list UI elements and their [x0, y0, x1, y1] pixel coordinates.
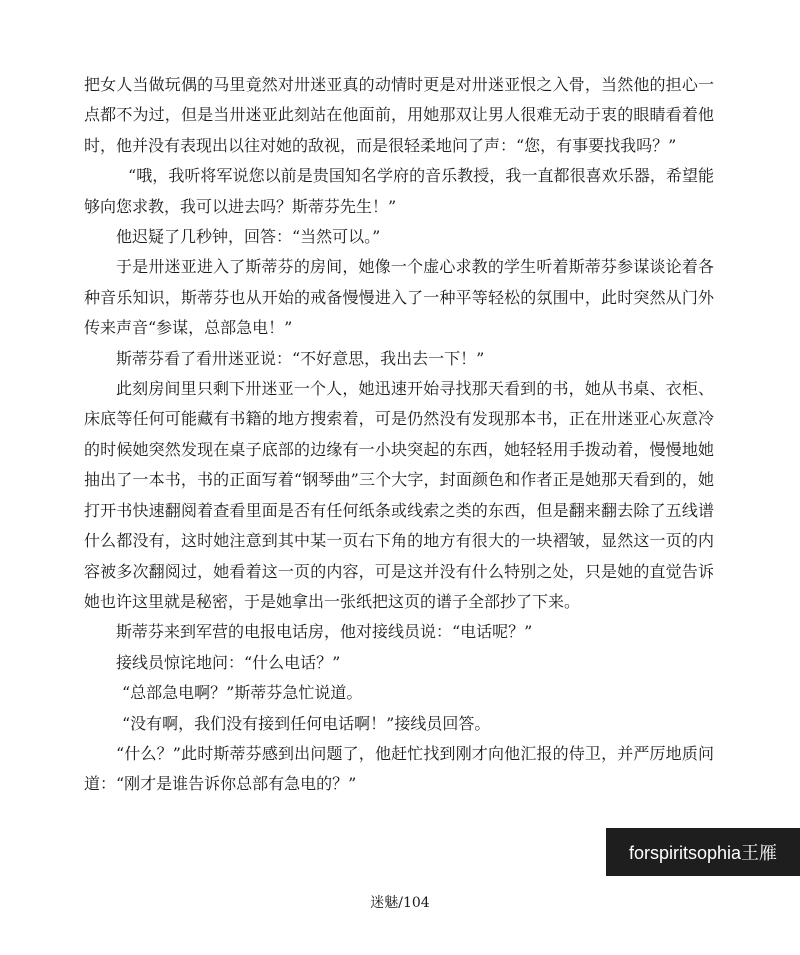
paragraph-5: 斯蒂芬看了看卅迷亚说：“不好意思，我出去一下！” [116, 348, 485, 368]
watermark-label: forspiritsophia王雁 [606, 828, 800, 876]
document-body [84, 70, 714, 800]
paragraph-2: “哦，我听将军说您以前是贵国知名学府的音乐教授，我一直都很喜欢乐器，希望能够向您求教，我可以进去吗？斯蒂芬先生！” [84, 166, 714, 216]
paragraph-7: 斯蒂芬来到军营的电报电话房，他对接线员说：“电话呢？” [116, 622, 533, 642]
paragraph-11: “什么？”此时斯蒂芬感到出问题了，他赶忙找到刚才向他汇报的侍卫，并严厉地质问道：“刚才是谁告诉你总部有急电的？” [84, 743, 714, 794]
paragraph-6: 此刻房间里只剩下卅迷亚一个人，她迅速开始寻找那天看到的书，她从书桌、衣柜、床底等任何可能藏有书籍的地方搜索着，可是仍然没有发现那本书，正在卅迷亚心灰意冷的时候她突然发现在桌子底部的边缘有一小块突起的东西，她轻轻用手拨动着，慢慢地她抽出了一本书，书的正面写着“钢琴曲”三个大字，封面颜色和作者正是她那天看到的，她打开书快速翻阅着查看里面是否有任何纸条或线索之类的东西，但是翻来翻去除了五线谱什么都没有，这时她注意到其中某一页右下角的地方有很大的一块褶皱，显然这一页的内容被多次翻阅过，她看着这一页的内容，可是这并没有什么特别之处，只是她的直觉告诉她也许这里就是秘密，于是她拿出一张纸把这页的谱子全部抄了下来。 [84, 379, 714, 611]
paragraph-1: 把女人当做玩偶的马里竟然对卅迷亚真的动情时更是对卅迷亚恨之入骨，当然他的担心一点都不为过，但是当卅迷亚此刻站在他面前，用她那双让男人很难无动于衷的眼睛看着他时，他并没有表现出以往对她的敌视，而是很轻柔地问了声：“您，有事要找我吗？” [84, 75, 714, 155]
paragraph-3: 他迟疑了几秒钟，回答：“当然可以。” [116, 227, 381, 247]
paragraph-4: 于是卅迷亚进入了斯蒂芬的房间，她像一个虚心求教的学生听着斯蒂芬参谋谈论着各种音乐知识，斯蒂芬也从开始的戒备慢慢进入了一种平等轻松的氛围中，此时突然从门外传来声音“参谋，总部急电！” [84, 257, 714, 338]
paragraph-9: “总部急电啊？”斯蒂芬急忙说道。 [122, 683, 363, 703]
paragraph-8: 接线员惊诧地问：“什么电话？” [116, 652, 341, 672]
page-footer: 迷魅/104 [370, 895, 430, 911]
paragraph-10: “没有啊，我们没有接到任何电话啊！”接线员回答。 [122, 713, 491, 733]
